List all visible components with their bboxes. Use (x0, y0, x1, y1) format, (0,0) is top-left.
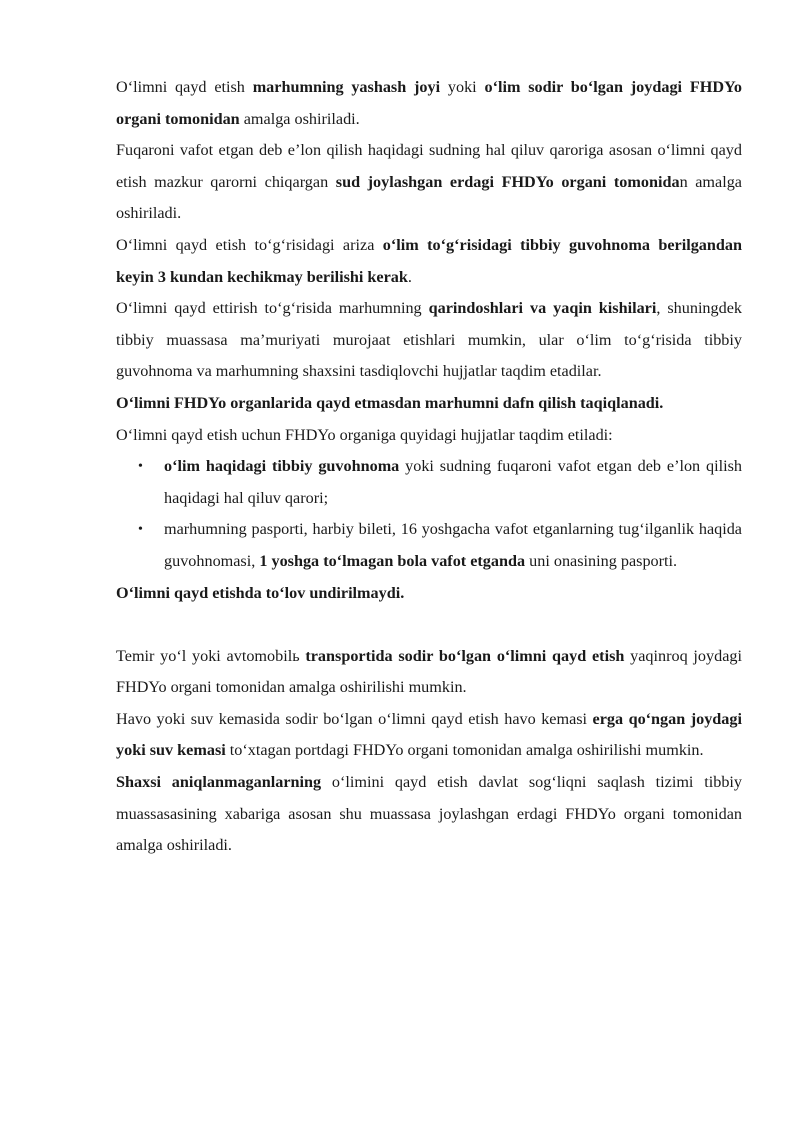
bold-text-segment: Shaxsi aniqlanmaganlarning (116, 773, 322, 792)
bold-text-segment: O‘limni FHDYo organlarida qayd etmasdan marhumni dafn qilish taqiqlanadi. (116, 393, 664, 412)
bold-text-segment: sud joylashgan erdagi FHDYo organi tomonida (335, 172, 680, 191)
bold-text-segment: 1 yoshga to‘lmagan bola vafot etganda (259, 551, 526, 570)
text-segment: Temir yo‘l yoki avtomobilь (116, 646, 306, 665)
bold-text-segment: qarindoshlari va yaqin kishilari (428, 299, 657, 318)
text-segment: , shuningdek tibbiy muassasa ma’muriyati murojaat etishlari mumkin, ular o‘lim to‘g‘risida tibbiy guvohnoma va marhumning shaxsini tasdiqlovchi hujjatlar taqdim etadilar. (116, 299, 742, 381)
paragraph (116, 388, 742, 420)
text-segment: marhumning pasporti, harbiy bileti, 16 yoshgacha vafot etganlarning tug‘ilganlik haqida guvohnomasi, (164, 520, 742, 570)
document-page (116, 72, 742, 862)
required-documents-list (116, 451, 742, 577)
text-segment: O‘limni qayd ettirish to‘g‘risida marhumning (116, 299, 429, 318)
paragraph (116, 420, 742, 452)
paragraph (116, 641, 742, 704)
paragraph (116, 578, 742, 610)
text-segment: O‘limni qayd etish (116, 78, 253, 96)
bullet-icon: • (138, 459, 143, 475)
text-segment: n amalga oshiriladi. (116, 172, 742, 223)
text-segment: to‘xtagan portdagi FHDYo organi tomonidan amalga oshirilishi mumkin. (225, 741, 704, 760)
text-segment: uni onasining pasporti. (525, 551, 678, 570)
text-segment: o‘limini qayd etish davlat sog‘liqni saqlash tizimi tibbiy muassasasining xabariga asosan shu muassasa joylashgan erdagi FHDYo organi tomonidan amalga oshiriladi. (116, 773, 742, 855)
paragraphs-top (116, 72, 742, 451)
text-segment: yoki sudning fuqaroni vafot etgan deb e’lon qilish haqidagi hal qiluv qarori; (164, 457, 742, 507)
text-segment: O‘limni qayd etish to‘g‘risidagi ariza (116, 235, 383, 254)
paragraph-gap (116, 609, 742, 641)
list-item (116, 514, 742, 577)
bold-text-segment: o‘lim haqidagi tibbiy guvohnoma (164, 457, 400, 476)
text-segment: O‘limni qayd etish uchun FHDYo organiga quyidagi hujjatlar taqdim etiladi: (116, 425, 613, 444)
bullet-icon: • (138, 522, 143, 538)
paragraph (116, 135, 742, 230)
bold-text-segment: o‘lim sodir bo‘lgan joydagi FHDYo organi tomonidan (116, 78, 742, 128)
paragraph (116, 230, 742, 293)
paragraphs-bottom (116, 641, 742, 862)
bold-text-segment: O‘limni qayd etishda to‘lov undirilmaydi. (116, 583, 405, 602)
text-segment: . (407, 267, 412, 286)
bold-text-segment: o‘lim to‘g‘risidagi tibbiy guvohnoma berilgandan keyin 3 kundan kechikmay berilishi kerak (116, 235, 743, 286)
paragraphs-mid (116, 578, 742, 610)
text-segment: yaqinroq joydagi FHDYo organi tomonidan amalga oshirilishi mumkin. (116, 646, 742, 697)
paragraph (116, 767, 742, 862)
paragraph (116, 72, 742, 135)
text-segment: Fuqaroni vafot etgan deb e’lon qilish haqidagi sudning hal qiluv qaroriga asosan o‘limni qayd etish mazkur qarorni chiqargan (116, 141, 742, 191)
text-segment: yoki (440, 78, 485, 96)
bold-text-segment: transportida sodir bo‘lgan o‘limni qayd etish (305, 646, 625, 665)
bold-text-segment: erga qo‘ngan joydagi yoki suv kemasi (116, 709, 742, 760)
bold-text-segment: marhumning yashash joyi (252, 78, 441, 96)
paragraph (116, 293, 742, 388)
list-item (116, 451, 742, 514)
text-segment: amalga oshiriladi. (239, 109, 360, 128)
paragraph (116, 704, 742, 767)
text-segment: Havo yoki suv kemasida sodir bo‘lgan o‘limni qayd etish havo kemasi (116, 709, 593, 728)
